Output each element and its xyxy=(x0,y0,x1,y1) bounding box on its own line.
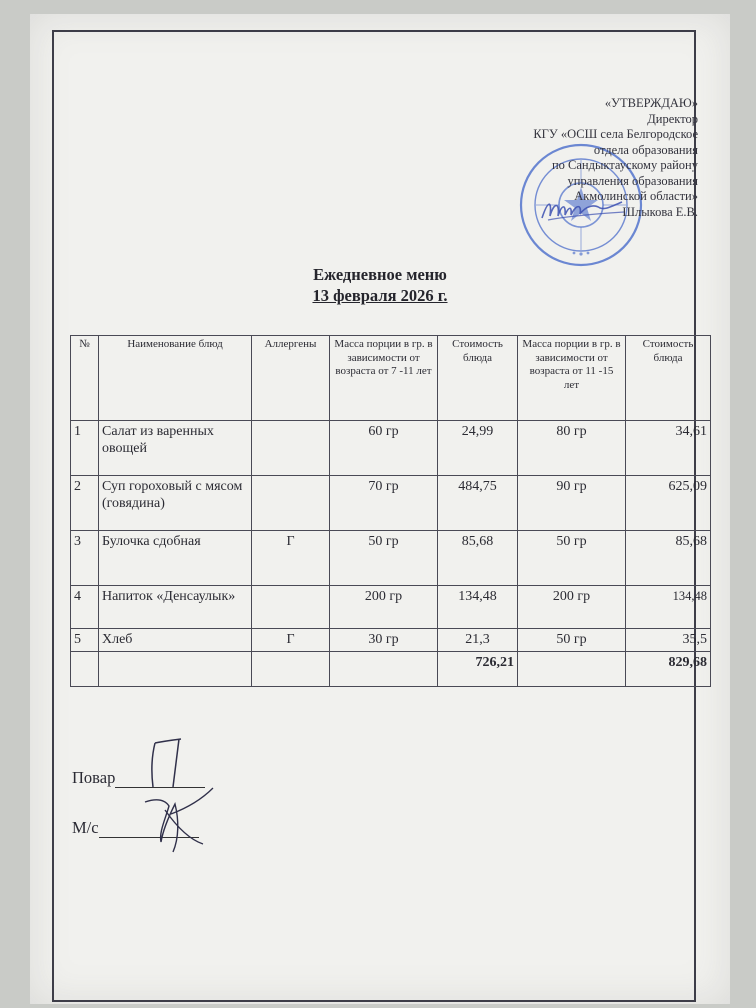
cell-dish-name: Суп гороховый с мясом (говядина) xyxy=(99,476,252,531)
cell-cost-11-15: 34,61 xyxy=(626,421,711,476)
cell-num: 2 xyxy=(71,476,99,531)
cell-cost-7-11: 134,48 xyxy=(438,586,518,629)
cell-num: 5 xyxy=(71,629,99,652)
table-row xyxy=(71,421,711,476)
approval-director-name: Шлыкова Е.В. xyxy=(622,204,698,219)
cell-cost-7-11: 484,75 xyxy=(438,476,518,531)
approval-heading: «УТВЕРЖДАЮ» xyxy=(604,96,698,110)
approval-block xyxy=(398,96,698,220)
cell-mass-11-15: 200 гр xyxy=(518,586,626,629)
approval-org-line1: КГУ «ОСШ села Белгородское xyxy=(533,127,698,141)
cell-empty xyxy=(252,652,330,687)
cell-dish-name: Булочка сдобная xyxy=(99,531,252,586)
cell-empty xyxy=(71,652,99,687)
cell-empty xyxy=(99,652,252,687)
cell-mass-7-11: 50 гр xyxy=(330,531,438,586)
header-mass-7-11: Масса порции в гр. в зависимости от возраста от 7 -11 лет xyxy=(330,336,438,421)
cell-allergen: Г xyxy=(252,629,330,652)
header-allergens: Аллергены xyxy=(252,336,330,421)
nurse-signature xyxy=(135,780,220,860)
cell-allergen xyxy=(252,476,330,531)
cell-dish-name: Хлеб xyxy=(99,629,252,652)
table-row xyxy=(71,586,711,629)
cell-mass-11-15: 90 гр xyxy=(518,476,626,531)
cell-allergen xyxy=(252,586,330,629)
cell-dish-name: Салат из варенных овощей xyxy=(99,421,252,476)
header-num: № xyxy=(71,336,99,421)
cell-cost-7-11: 85,68 xyxy=(438,531,518,586)
cell-mass-11-15: 80 гр xyxy=(518,421,626,476)
header-cost-7-11: Стоимость блюда xyxy=(438,336,518,421)
cell-mass-7-11: 30 гр xyxy=(330,629,438,652)
table-header-row xyxy=(71,336,711,421)
approval-org-line2: отдела образования xyxy=(593,142,698,157)
approval-org-line3: по Сандыктаускому району xyxy=(551,158,698,172)
total-cost-11-15: 829,68 xyxy=(626,652,711,687)
table-row xyxy=(71,629,711,652)
approval-org-line5: Акмолинской области» xyxy=(574,189,698,203)
cell-mass-11-15: 50 гр xyxy=(518,629,626,652)
cell-allergen xyxy=(252,421,330,476)
cell-cost-11-15: 35,5 xyxy=(626,629,711,652)
cell-dish-name: Напиток «Денсаулык» xyxy=(99,586,252,629)
cell-cost-7-11: 24,99 xyxy=(438,421,518,476)
cell-cost-7-11: 21,3 xyxy=(438,629,518,652)
cell-cost-11-15: 85,68 xyxy=(626,531,711,586)
cell-num: 1 xyxy=(71,421,99,476)
header-mass-11-15: Масса порции в гр. в зависимости от возраста от 11 -15 лет xyxy=(518,336,626,421)
cell-mass-11-15: 50 гр xyxy=(518,531,626,586)
table-total-row xyxy=(71,652,711,687)
cell-empty xyxy=(518,652,626,687)
cell-num: 3 xyxy=(71,531,99,586)
menu-date: 13 февраля 2026 г. xyxy=(312,286,448,305)
total-cost-7-11: 726,21 xyxy=(438,652,518,687)
approval-org-line4: управления образования xyxy=(567,173,698,188)
cell-num: 4 xyxy=(71,586,99,629)
approval-position: Директор xyxy=(647,111,698,126)
menu-title: Ежедневное меню xyxy=(313,265,447,284)
header-cost-11-15: Стоимость блюда xyxy=(626,336,711,421)
cell-empty xyxy=(330,652,438,687)
cell-mass-7-11: 60 гр xyxy=(330,421,438,476)
cook-label: Повар xyxy=(72,768,116,787)
table-row xyxy=(71,476,711,531)
menu-table xyxy=(70,335,711,687)
cell-allergen: Г xyxy=(252,531,330,586)
cell-cost-11-15: 134,48 xyxy=(626,586,711,629)
cell-mass-7-11: 200 гр xyxy=(330,586,438,629)
cell-mass-7-11: 70 гр xyxy=(330,476,438,531)
cell-cost-11-15: 625,09 xyxy=(626,476,711,531)
header-name: Наименование блюд xyxy=(99,336,252,421)
table-row xyxy=(71,531,711,586)
nurse-label: М/с xyxy=(72,818,99,837)
